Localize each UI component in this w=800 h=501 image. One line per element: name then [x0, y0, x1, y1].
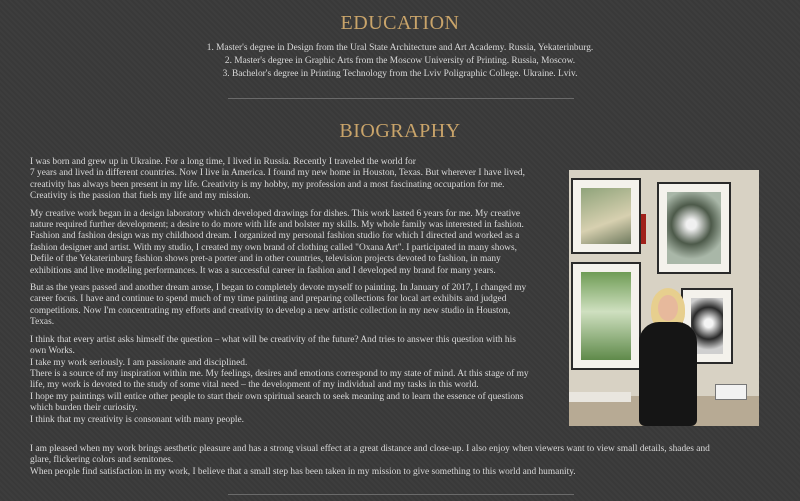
bio-line: own Works.: [30, 346, 75, 357]
bio-line: career focus. I have and continue to spend much of my time painting and preparing collections for local art exhibits and judged: [30, 294, 507, 305]
artwork-frame: [571, 178, 641, 254]
education-item: 3. Bachelor's degree in Printing Technology from the Lviv Poligraphic College. Ukraine. Lviv.: [222, 69, 578, 80]
artist-figure: [639, 322, 697, 426]
bio-line: creativity has always been present in my life. Creativity is my hobby, my profession and a most fascinating occupation for me.: [30, 179, 505, 190]
section-divider: [228, 98, 574, 99]
bio-paragraph: [30, 157, 554, 203]
bio-line: glare, flickering colors and semitones.: [30, 455, 174, 466]
bio-line: 7 years and lived in different countries. Now I live in America. I found my new home in Houston, Texas. But wherever I have lived,: [30, 168, 525, 179]
bio-line: fashion designer and artist. With my studio, I created my own brand of clothing called "Oxana Art". I participated in many shows,: [30, 242, 517, 253]
bio-line: which burden their curiosity.: [30, 403, 138, 414]
bio-line: nature required further development; a desire to do more with life and bolster my skills. My whole family was interested in fashion.: [30, 220, 524, 231]
bio-line: Fashion and fashion design was my childhood dream. I organized my personal fashion studio for which I directed and worked as a: [30, 231, 520, 242]
bio-line: I take my work seriously. I am passionate and disciplined.: [30, 357, 248, 368]
bio-line: competitions. Now I'm concentrating my efforts and creativity to develop a new artistic collection in my new studio in Houston,: [30, 305, 511, 316]
bio-paragraph: [30, 283, 554, 329]
bio-line: Texas.: [30, 317, 55, 328]
artist-face: [658, 295, 678, 321]
bio-line: I hope my paintings will entice other people to start their own spiritual search to seek meaning and to learn the essence of questions: [30, 391, 524, 402]
biography-heading: BIOGRAPHY: [339, 120, 461, 142]
education-heading: EDUCATION: [340, 12, 460, 34]
award-ribbon-icon: [641, 214, 646, 244]
bio-paragraph: [30, 209, 554, 277]
bio-line: I think that every artist asks himself the question – what will be creativity of the future? And tries to answer this question with his: [30, 334, 516, 345]
artwork-image: [667, 192, 721, 264]
artist-photo: [569, 170, 759, 426]
artwork-image: [581, 188, 631, 244]
bio-line: I was born and grew up in Ukraine. For a long time, I lived in Russia. Recently I traveled the world for: [30, 157, 416, 167]
display-table: [569, 392, 631, 402]
bio-paragraph: [30, 335, 554, 426]
bio-line: Defile of the Yekaterinburg fashion shows pret-a porter and in other countries, television projects devoted to fashion, in many: [30, 254, 501, 265]
bio-line: I think that my creativity is consonant with many people.: [30, 414, 245, 425]
education-list: [0, 42, 800, 82]
education-item: 1. Master's degree in Design from the Ural State Architecture and Art Academy. Russia, Yekaterinburg.: [206, 43, 594, 53]
artwork-frame: [657, 182, 731, 274]
education-item: 2. Master's degree in Graphic Arts from the Moscow University of Printing. Russia, Moscow.: [224, 56, 576, 67]
biography-text: [30, 157, 554, 432]
bio-line: I am pleased when my work brings aesthetic pleasure and has a strong visual effect at a great distance and close-up. I also enjoy when viewers want to view small details, shades and: [30, 444, 710, 454]
bio-line: My creative work began in a design laboratory which developed drawings for dishes. This work lasted 6 years for me. My creative: [30, 208, 521, 219]
biography-closing: [30, 444, 760, 478]
artwork-frame: [571, 262, 641, 370]
section-divider: [228, 494, 574, 495]
bio-line: But as the years passed and another dream arose, I began to completely devote myself to painting. In January of 2017, I changed my: [30, 283, 527, 294]
bio-line: There is a source of my inspiration within me. My feelings, desires and emotions correspond to my state of mind. At this stage of my: [30, 368, 529, 379]
bio-line: When people find satisfaction in my work, I believe that a small step has been taken in my mission to give something to this world and humanity.: [30, 466, 576, 477]
artwork-image: [581, 272, 631, 360]
bio-line: Creativity is the passion that fuels my life and my mission.: [30, 191, 251, 202]
bio-line: life, my work is devoted to the study of some vital need – the development of my individual and my tasks in this world.: [30, 380, 479, 391]
info-card: [715, 384, 747, 400]
bio-line: exhibitions and live modeling performances. It was a successful career in fashion and I developed my brand for many years.: [30, 265, 496, 276]
